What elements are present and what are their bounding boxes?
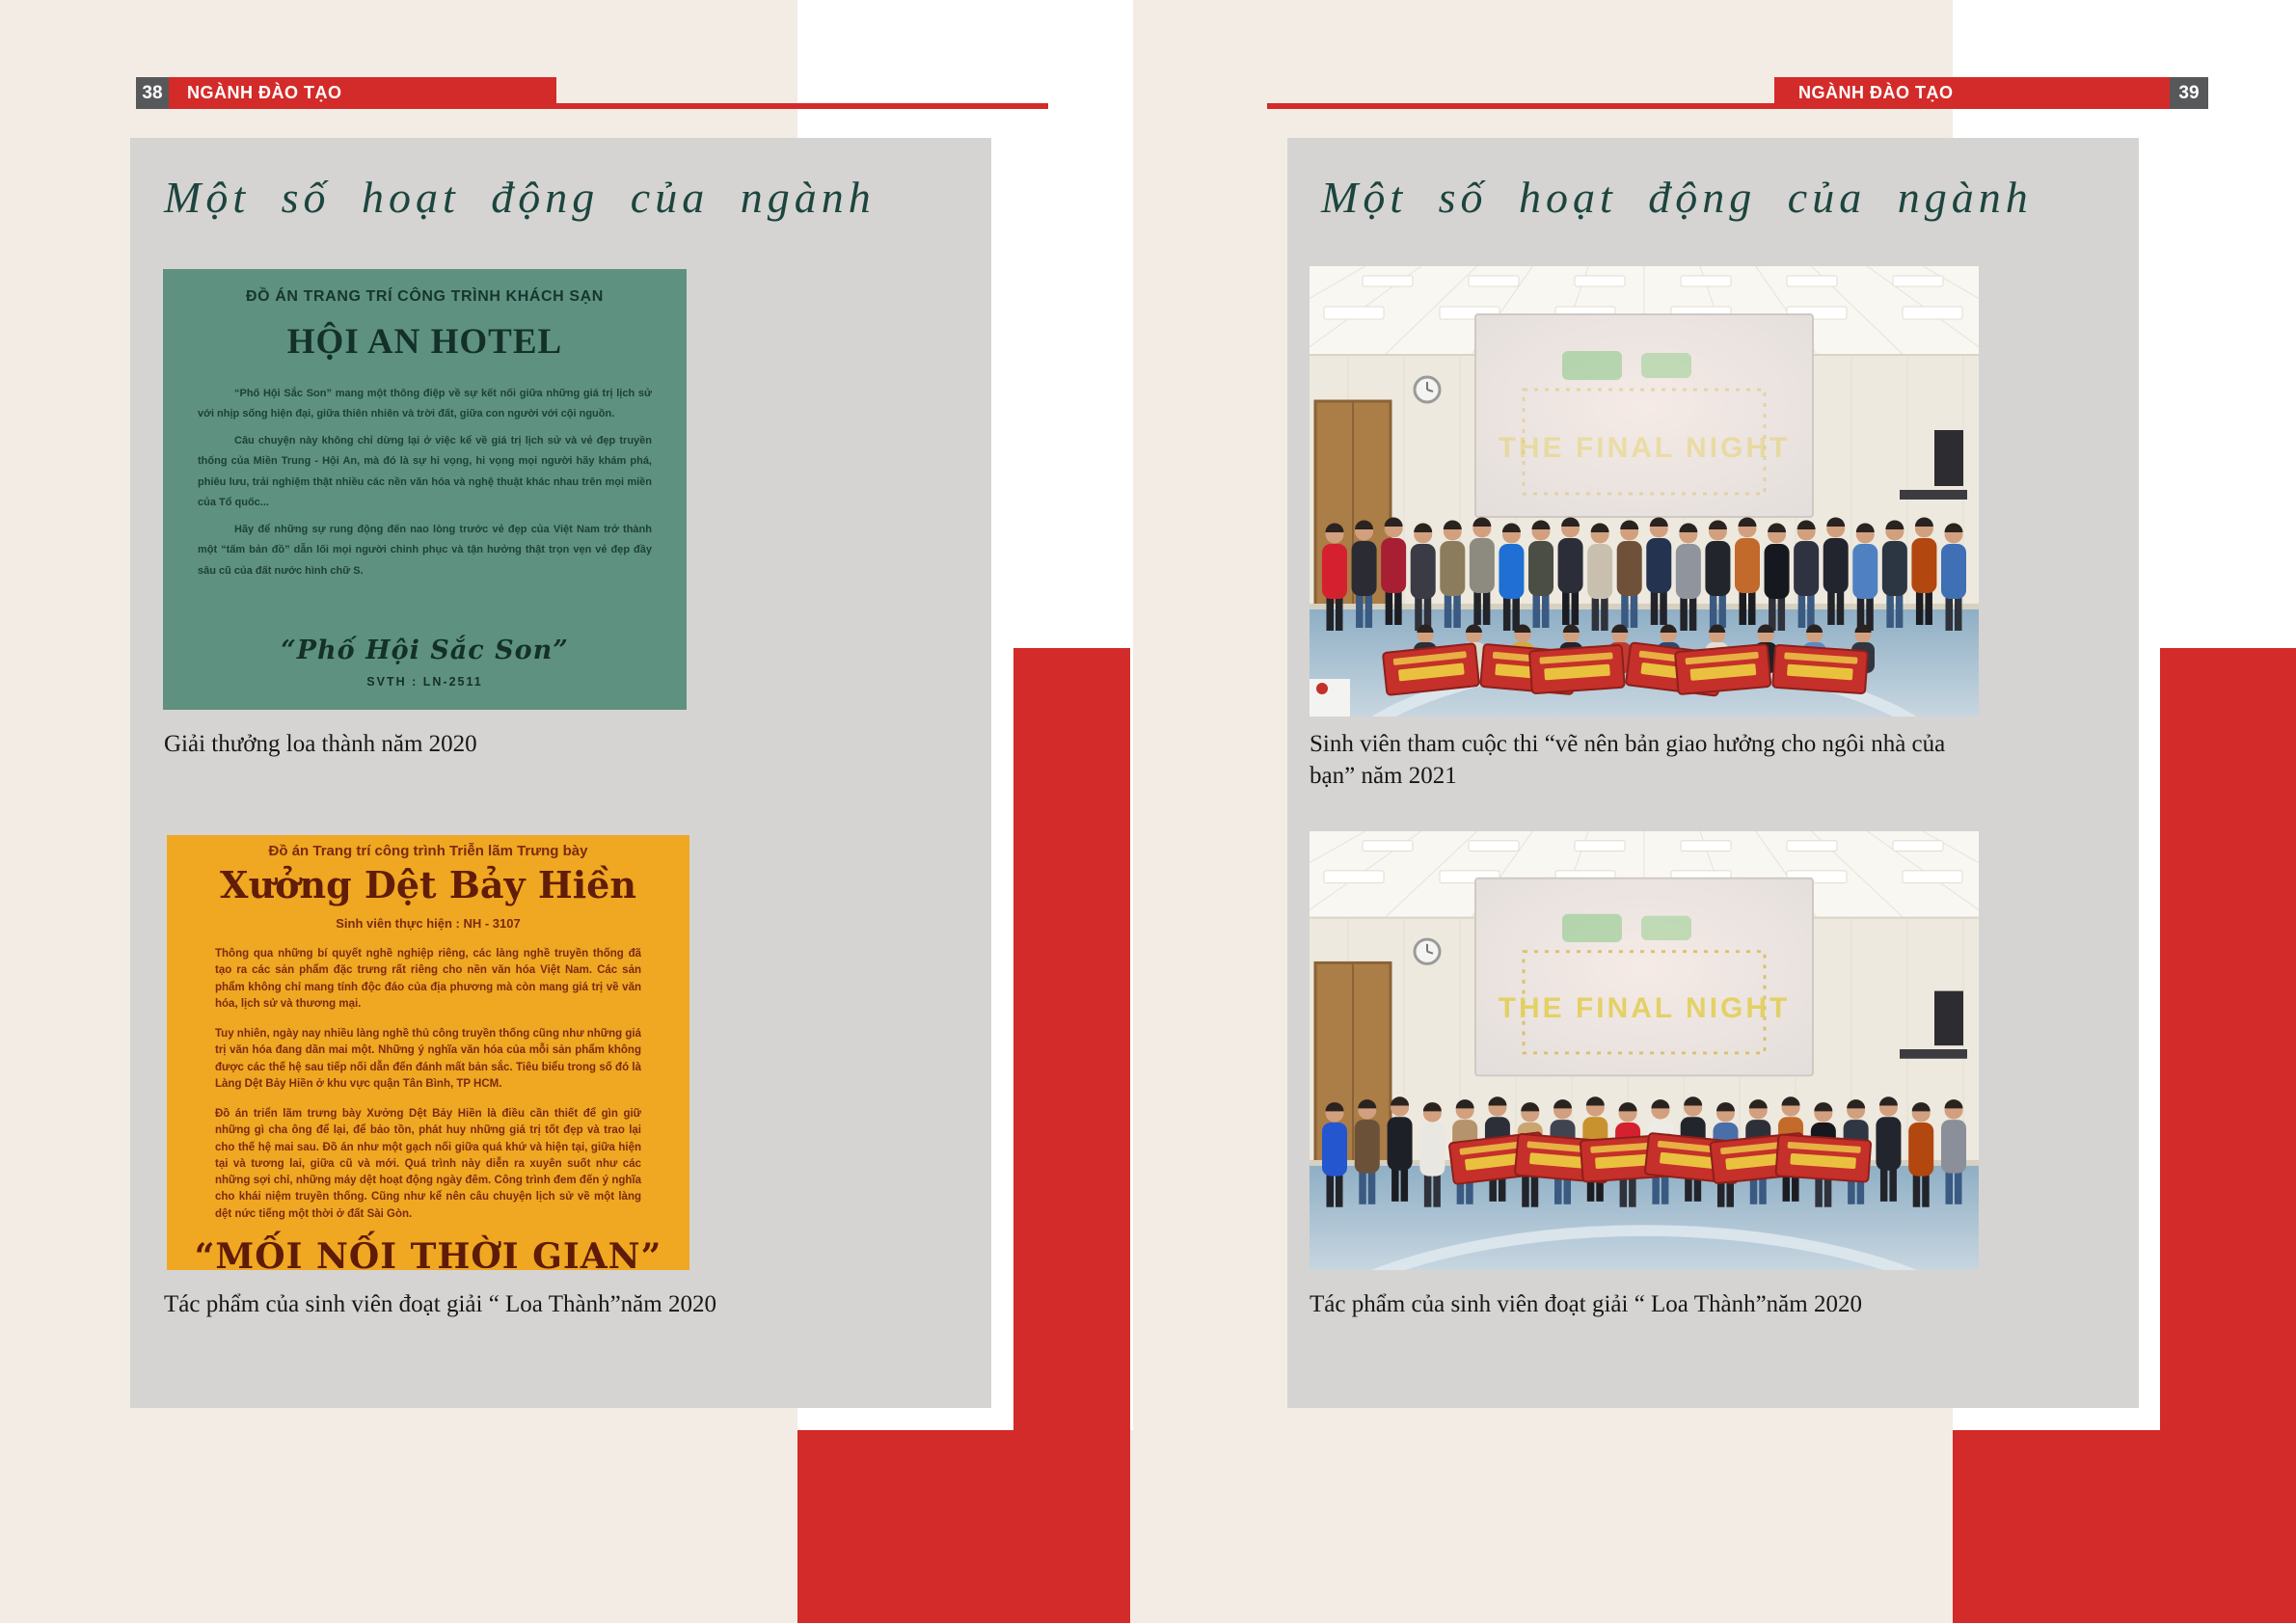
poster-xuong-det-bay-hien	[167, 835, 689, 1270]
header-label-left: NGÀNH ĐÀO TẠO	[187, 83, 342, 102]
poster-det-subtitle: Sinh viên thực hiện : NH - 3107	[336, 916, 521, 931]
caption-loa-thanh-award: Giải thưởng loa thành năm 2020	[164, 731, 477, 757]
poster-det-title: Xưởng Dệt Bảy Hiền	[220, 863, 636, 906]
poster-det-footer-title: “MỐI NỐI THỜI GIAN”	[194, 1235, 662, 1270]
header-label-right: NGÀNH ĐÀO TẠO	[1798, 83, 1954, 102]
center-red-bottom-block	[797, 1430, 1130, 1623]
header-bar-left	[169, 77, 556, 109]
caption-contest-2021: Sinh viên tham cuộc thi “vẽ nên bản giao hưởng cho ngôi nhà của bạn” năm 2021	[1310, 731, 1946, 789]
svg-text:THE FINAL NIGHT: THE FINAL NIGHT	[1498, 992, 1791, 1024]
poster-det-paragraph: Tuy nhiên, ngày nay nhiều làng nghề thủ công truyền thống cũng như những giá trị văn hóa đang dần mai một. Những ý nghĩa văn hóa của mỗi sản phẩm không được các thế hệ sau tiếp nối dẫn đến đánh mất bản sắc. Tiêu biểu trong số đó là Làng Dệt Bảy Hiền ở khu vực quận Tân Bình, TP HCM.	[215, 1028, 641, 1090]
poster-hotel-script-line: “Phố Hội Sắc Son”	[281, 636, 569, 665]
caption-student-work-left: Tác phẩm của sinh viên đoạt giải “ Loa Thành”năm 2020	[164, 1291, 716, 1317]
page-number-left	[136, 77, 169, 109]
header-rule-right	[1267, 103, 1776, 109]
photo-final-night-group-1	[1310, 266, 1979, 717]
svg-text:THE FINAL NIGHT: THE FINAL NIGHT	[1498, 432, 1791, 464]
poster-hotel-paragraph: Câu chuyện này không chỉ dừng lại ở việc kể về giá trị lịch sử và vẻ đẹp truyền thống của Miền Trung - Hội An, mà đó là sự hi vọng, hi vọng mọi người hãy khám phá, phiêu lưu, trải nghiệm thật nhiều các nền văn hóa và nghệ thuật khác nhau trên mọi miền của Tổ quốc...	[198, 434, 652, 509]
poster-det-paragraph: Đồ án triển lãm trưng bày Xưởng Dệt Bảy Hiền là điều cần thiết để gìn giữ những gì cha ông để lại, để bảo tồn, phát huy những giá trị tốt đẹp và trao lại cho thế hệ mai sau. Đồ án như một gạch nối giữa quá khứ và hiện tại, giữa hiện tại và tương lai, giữa cũ và mới. Quá trình này diễn ra xuyên suốt như các những sợi chỉ, những máy dệt hoạt động ngày đêm. Công trình đem đến ý nghĩa cho khái niệm truyền thống. Cũng như kể nên câu chuyện lịch sử về một làng dệt nức tiếng một thời ở đất Sài Gòn.	[215, 1108, 641, 1220]
section-title-right: Một số hoạt động của ngành	[1321, 173, 2033, 222]
page-number-right	[2170, 77, 2208, 109]
poster-hotel-svth-line: SVTH : LN-2511	[366, 675, 483, 689]
header-bar-right	[1774, 77, 2170, 109]
poster-hotel-body	[198, 384, 652, 587]
page-number-right-label: 39	[2178, 82, 2200, 103]
poster-det-body	[215, 946, 641, 1236]
header-rule-left	[556, 103, 1048, 109]
poster-det-paragraph: Thông qua những bí quyết nghề nghiệp riêng, các làng nghề truyền thống đã tạo ra các sản phẩm đặc trưng rất riêng cho nền văn hóa Việt Nam. Các sản phẩm không chỉ mang tính độc đáo của địa phương mà còn mang giá trị về văn hóa, lịch sử và thương mại.	[215, 948, 641, 1010]
poster-hotel-paragraph: “Phố Hội Sắc Son” mang một thông điệp về sự kết nối giữa những giá trị lịch sử với nhịp sống hiện đại, giữa thiên nhiên và trời đất, giữa con người với cội nguồn.	[198, 388, 652, 420]
poster-hotel-title: HỘI AN HOTEL	[286, 322, 563, 362]
page-number-left-label: 38	[142, 82, 163, 103]
right-red-bottom-block	[1953, 1430, 2296, 1623]
photo-final-night-group-2	[1310, 831, 1979, 1270]
poster-det-header: Đồ án Trang trí công trình Triễn lãm Trưng bày	[268, 843, 588, 859]
caption-student-work-right: Tác phẩm của sinh viên đoạt giải “ Loa Thành”năm 2020	[1310, 1291, 1862, 1317]
poster-hotel-paragraph: Hãy để những sự rung động đến nao lòng trước vẻ đẹp của Việt Nam trở thành một “tấm bản đồ” dẫn lối mọi người chinh phục và tận hưởng thật trọn vẹn vẻ đẹp đầy sâu cũ của đất nước hình chữ S.	[198, 523, 652, 577]
poster-hoi-an-hotel	[163, 269, 687, 710]
section-title-left: Một số hoạt động của ngành	[164, 173, 876, 222]
poster-hotel-header: ĐỒ ÁN TRANG TRÍ CÔNG TRÌNH KHÁCH SẠN	[246, 288, 604, 305]
